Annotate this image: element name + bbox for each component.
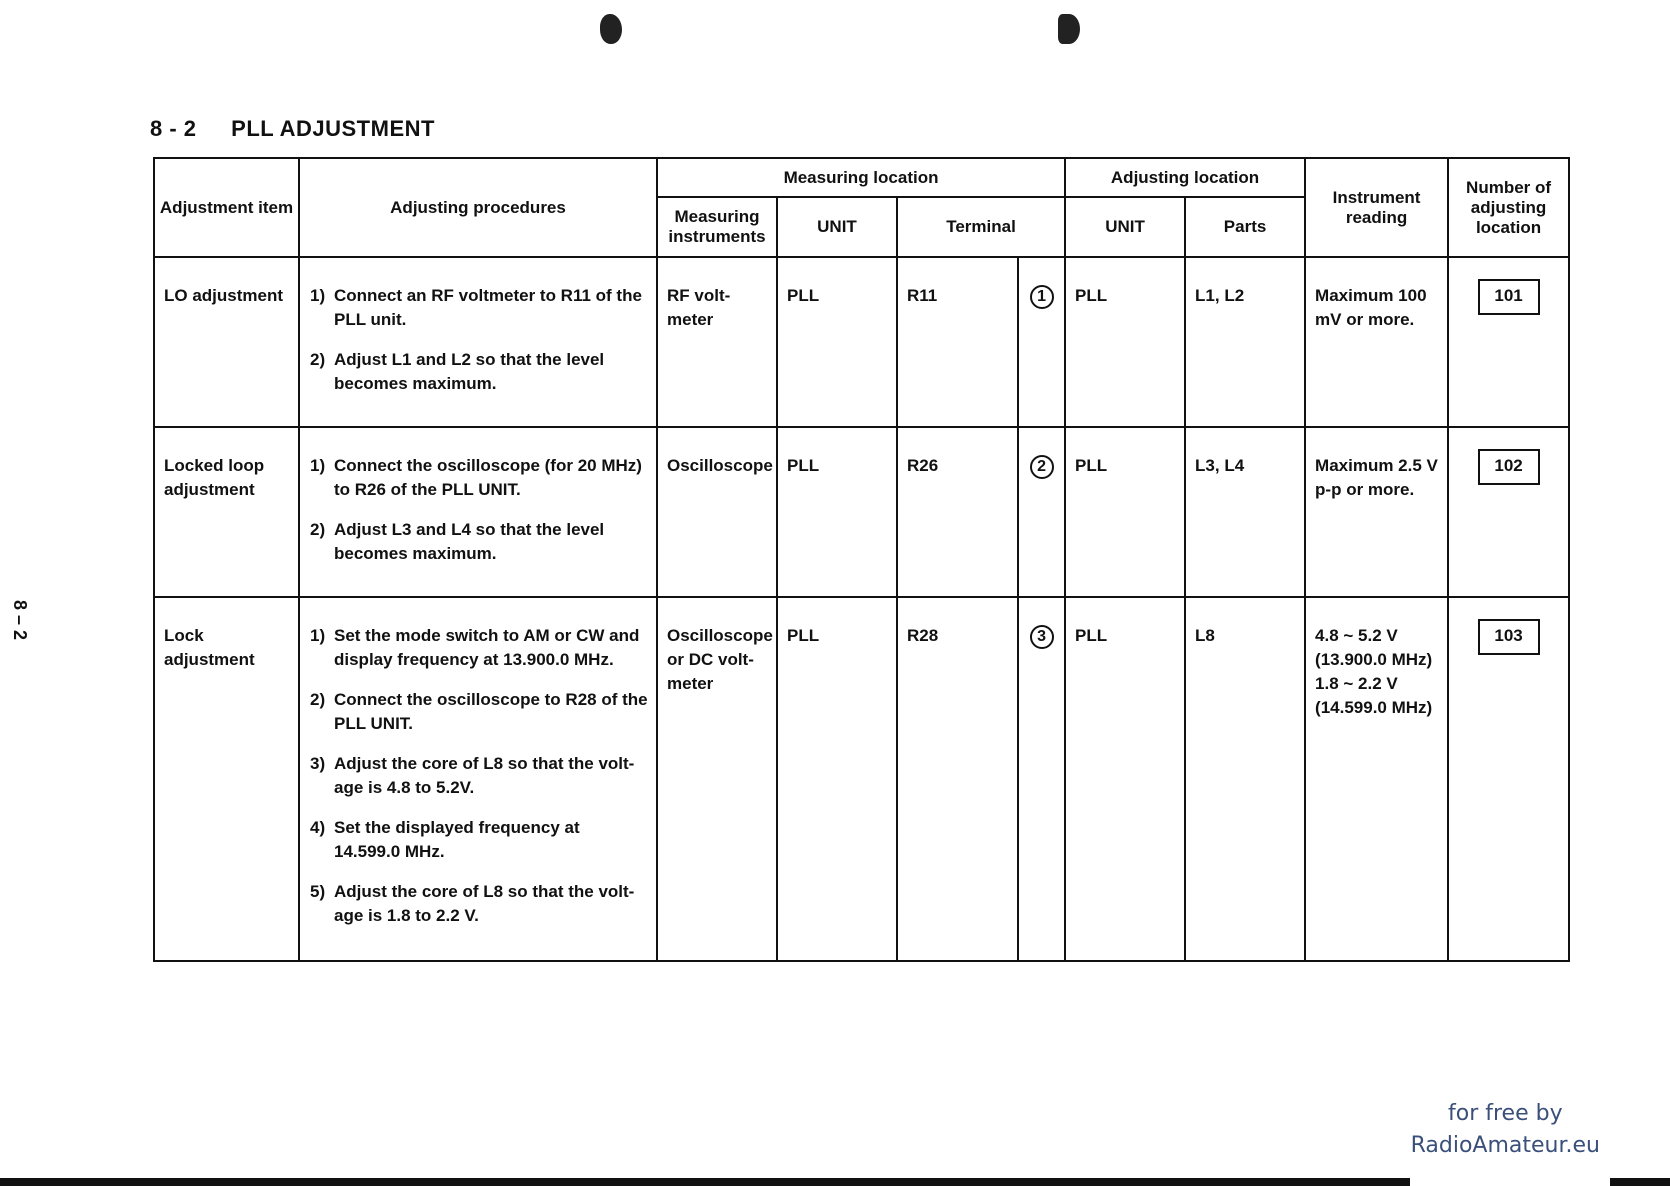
adjusting-unit: PLL — [1065, 257, 1185, 427]
header-terminal: Terminal — [897, 197, 1065, 257]
adjustment-item: Locked loop adjustment — [154, 427, 299, 597]
procedure-step: 1) Connect the oscilloscope (for 20 MHz) to R26 of the PLL UNIT. — [310, 456, 642, 499]
header-adjusting-location: Adjusting location — [1065, 158, 1305, 197]
adjusting-unit: PLL — [1065, 597, 1185, 961]
procedure-cell — [299, 427, 657, 597]
watermark-line-1: for free by — [1448, 1101, 1563, 1126]
reading-line: (14.599.0 MHz) — [1315, 698, 1433, 717]
adjustment-item: Lock adjustment — [154, 597, 299, 961]
location-cell — [1448, 257, 1569, 427]
instrument-reading: Maximum 2.5 V p-p or more. — [1305, 427, 1448, 597]
location-number: 101 — [1478, 279, 1540, 315]
header-instrument-reading: Instrument reading — [1305, 158, 1448, 257]
measuring-instrument: RF volt- meter — [657, 257, 777, 427]
reading-line: (13.900.0 MHz) — [1315, 650, 1433, 669]
adjustment-table — [153, 157, 1570, 962]
section-number: 8 - 2 — [150, 116, 197, 141]
location-number: 103 — [1478, 619, 1540, 655]
terminal-marker: 2 — [1030, 455, 1054, 479]
table-row — [154, 597, 1569, 961]
measuring-unit: PLL — [777, 257, 897, 427]
measuring-unit: PLL — [777, 597, 897, 961]
instrument-reading: Maximum 100 mV or more. — [1305, 257, 1448, 427]
procedure-step: 2) Connect the oscilloscope to R28 of the PLL UNIT. — [310, 690, 648, 733]
reading-line: 4.8 ~ 5.2 V — [1315, 626, 1398, 645]
header-parts: Parts — [1185, 197, 1305, 257]
header-measuring-instruments: Measuring instruments — [657, 197, 777, 257]
location-number: 102 — [1478, 449, 1540, 485]
instrument-reading — [1305, 597, 1448, 961]
procedure-step: 5) Adjust the core of L8 so that the volt- age is 1.8 to 2.2 V. — [310, 882, 635, 925]
procedure-cell — [299, 257, 657, 427]
terminal-marker-cell — [1018, 597, 1065, 961]
terminal: R11 — [897, 257, 1018, 427]
header-adjusting-unit: UNIT — [1065, 197, 1185, 257]
procedure-cell — [299, 597, 657, 961]
terminal: R26 — [897, 427, 1018, 597]
table-row — [154, 427, 1569, 597]
header-adjustment-item: Adjustment item — [154, 158, 299, 257]
watermark-line-2: RadioAmateur.eu — [1410, 1133, 1600, 1158]
measuring-unit: PLL — [777, 427, 897, 597]
adjusting-unit: PLL — [1065, 427, 1185, 597]
measuring-instrument: Oscilloscope or DC volt- meter — [657, 597, 777, 961]
procedure-step: 3) Adjust the core of L8 so that the volt- age is 4.8 to 5.2V. — [310, 754, 635, 797]
location-cell — [1448, 597, 1569, 961]
scan-artifact-right — [1058, 14, 1080, 44]
terminal-marker-cell — [1018, 427, 1065, 597]
watermark — [1411, 1098, 1600, 1162]
table-row — [154, 257, 1569, 427]
bottom-scan-edge — [1610, 1178, 1670, 1186]
measuring-instrument: Oscilloscope — [657, 427, 777, 597]
header-procedures: Adjusting procedures — [299, 158, 657, 257]
header-measuring-location: Measuring location — [657, 158, 1065, 197]
procedure-step: 1) Connect an RF voltmeter to R11 of the PLL unit. — [310, 286, 642, 329]
procedure-step: 4) Set the displayed frequency at 14.599.0 MHz. — [310, 818, 580, 861]
location-cell — [1448, 427, 1569, 597]
procedure-step: 2) Adjust L1 and L2 so that the level becomes maximum. — [310, 350, 605, 393]
header-number-of-locations: Number of adjusting location — [1448, 158, 1569, 257]
terminal: R28 — [897, 597, 1018, 961]
section-heading: PLL ADJUSTMENT — [231, 116, 435, 141]
page-number: 8 – 2 — [10, 600, 30, 641]
terminal-marker-cell — [1018, 257, 1065, 427]
parts: L3, L4 — [1185, 427, 1305, 597]
header-row-1 — [154, 158, 1569, 197]
procedure-step: 2) Adjust L3 and L4 so that the level becomes maximum. — [310, 520, 605, 563]
reading-line: 1.8 ~ 2.2 V — [1315, 674, 1398, 693]
parts: L1, L2 — [1185, 257, 1305, 427]
header-measuring-unit: UNIT — [777, 197, 897, 257]
parts: L8 — [1185, 597, 1305, 961]
adjustment-item: LO adjustment — [154, 257, 299, 427]
scan-artifact-left — [600, 14, 622, 44]
section-title — [150, 116, 435, 142]
bottom-scan-edge — [0, 1178, 1410, 1186]
terminal-marker: 3 — [1030, 625, 1054, 649]
terminal-marker: 1 — [1030, 285, 1054, 309]
procedure-step: 1) Set the mode switch to AM or CW and display frequency at 13.900.0 MHz. — [310, 626, 640, 669]
